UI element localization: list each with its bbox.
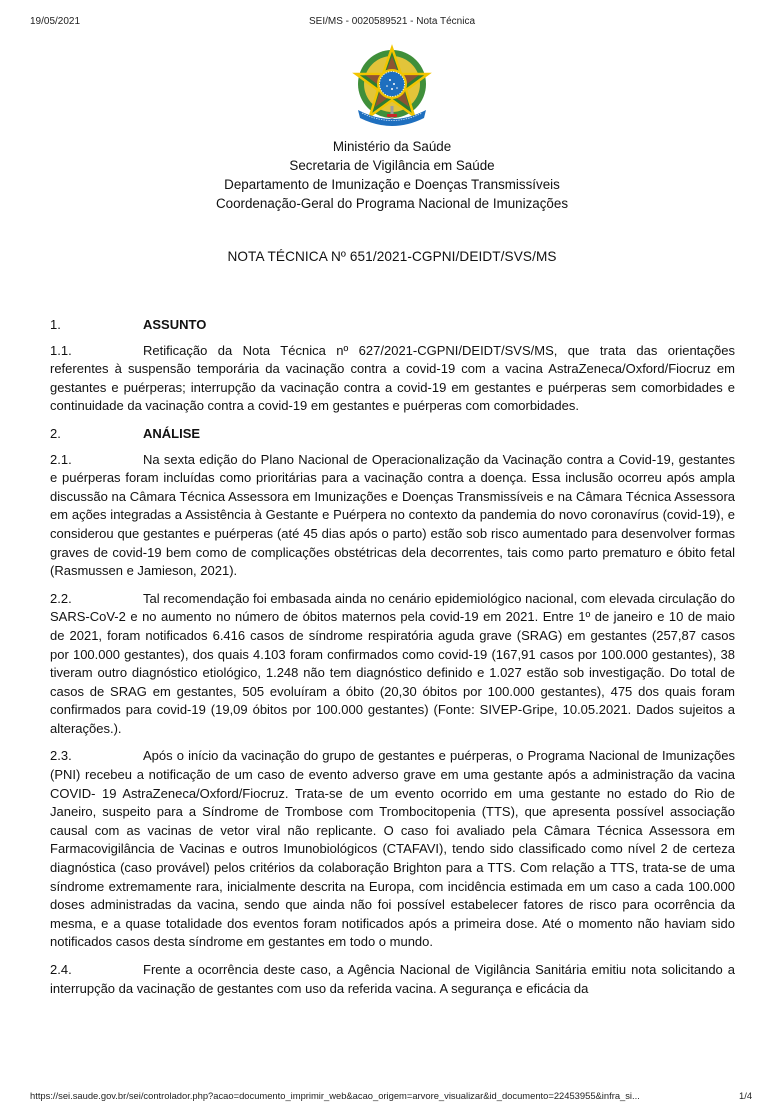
- ministry-name: Ministério da Saúde: [332, 139, 452, 154]
- paragraph-number: 2.1.: [50, 451, 72, 467]
- paragraph-number: 2.4.: [50, 962, 72, 977]
- document-title: NOTA TÉCNICA Nº 651/2021-CGPNI/DEIDT/SVS/MS: [227, 249, 557, 264]
- coordination-name: Coordenação-Geral do Programa Nacional de Imunizações: [215, 196, 569, 211]
- paragraph-2-4: [50, 961, 735, 998]
- print-footer: [0, 1090, 784, 1104]
- paragraph-1-1: [50, 342, 735, 416]
- paragraph-text: Na sexta edição do Plano Nacional de Operacionalização da Vacinação contra a Covid-19, gestantes e puérperas foram incluídas como prioritárias para a vacinação contra a doença. Essa inclusão ocorreu após ampla discussão na Câmara Técnica Assessora em Imunizações e Doenças Transmissíveis e na Câmara Técnica Assessora em ações integradas a Assistência à Gestante e Puérpera no contexto da pandemia do novo coronavírus (covid-19), e considerou que gestantes e puérperas (até 45 dias após o parto) estão sob risco aumentado para desenvolver formas graves de covid-19 bem como de complicações obstétricas dela decorrentes, tais como parto prematuro e óbito fetal (Rasmussen e Jamieson, 2021).: [50, 451, 735, 579]
- paragraph-2-2: [50, 590, 735, 739]
- paragraph-text: Retificação da Nota Técnica nº 627/2021-CGPNI/DEIDT/SVS/MS, que trata das orientações referentes à suspensão temporária da vacinação contra a covid-19 com a vacina AstraZeneca/Oxford/Fiocruz em gestantes e puérperas; interrupção da vacinação contra a covid-19 em gestantes e puérperas sem comorbidades e continuidade da vacinação contra a covid-19 em gestantes e puérperas com comorbidades.: [50, 342, 735, 414]
- department-name: Departamento de Imunização e Doenças Transmissíveis: [224, 177, 560, 192]
- paragraph-text: Após o início da vacinação do grupo de gestantes e puérperas, o Programa Nacional de Imunizações (PNI) recebeu a notificação de um caso de evento adverso grave em uma gestante após a administração da vacina COVID- 19 AstraZeneca/Oxford/Fiocruz. Trata-se de um evento ocorrido em uma gestante no estado do Rio de Janeiro, suspeito para a Síndrome de Trombose com Trombocitopenia (TTS), que apresenta possível associação causal com as vacinas de vetor viral não replicante. O caso foi avaliado pela Câmara Técnica Assessora em Farmacovigilância de Vacinas e outros Imunobiológicos (CTAFAVI), tendo sido classificado como nível 2 de certeza diagnóstica (caso provável) pelos critérios da colaboração Brighton para a TTS. Com relação a TTS, trata-se de uma síndrome extremamente rara, inicialmente descrita na Europa, com incidência estimada em um caso a cada 100.000 doses administradas da vacina, sendo que ainda não foi possível estabelecer fatores de risco para ocorrência da mesma, e a quase totalidade dos eventos foram notificados após a primeira dose. Até o momento não haviam sido notificados casos desta síndrome em gestantes em todo o mundo.: [50, 748, 735, 950]
- section-number: 1.: [50, 317, 61, 332]
- page-number: 1/4: [739, 1090, 753, 1101]
- section-title: ANÁLISE: [143, 425, 201, 441]
- paragraph-number: 2.2.: [50, 590, 72, 606]
- paragraph-2-1: [50, 451, 735, 581]
- brazil-coat-of-arms-icon: [352, 44, 432, 130]
- organization-header: [0, 137, 784, 213]
- document-url-link[interactable]: https://sei.saude.gov.br/sei/controlador.php?acao=documento_imprimir_web&acao_origem=arvore_visualizar&id_documento=22453955&infra_si...: [30, 1090, 640, 1101]
- paragraph-2-3: [50, 747, 735, 952]
- section-title: ASSUNTO: [143, 317, 207, 332]
- paragraph-text: Frente a ocorrência deste caso, a Agência Nacional de Vigilância Sanitária emitiu nota solicitando a interrupção da vacinação de gestantes com uso da referida vacina. A segurança e eficácia da: [50, 962, 735, 996]
- secretariat-name: Secretaria de Vigilância em Saúde: [289, 158, 495, 173]
- section-heading-assunto: [50, 316, 735, 335]
- print-title: SEI/MS - 0020589521 - Nota Técnica: [308, 16, 476, 27]
- print-date: 19/05/2021: [30, 16, 81, 27]
- section-number: 2.: [50, 425, 61, 441]
- paragraph-number: 2.3.: [50, 748, 72, 764]
- print-header: [0, 16, 784, 30]
- paragraph-number: 1.1.: [50, 342, 72, 358]
- section-heading-analise: [50, 425, 735, 444]
- document-body: [50, 316, 735, 1007]
- paragraph-text: Tal recomendação foi embasada ainda no cenário epidemiológico nacional, com elevada circulação do SARS-CoV-2 e no aumento no número de óbitos maternos pela covid-19 em 2021. Entre 1º de janeiro e 10 de maio de 2021, foram notificados 6.416 casos de síndrome respiratória aguda grave (SRAG) em gestantes (257,87 casos por 100.000 gestantes), dos quais 4.103 foram confirmados como covid-19 (167,91 casos por 100.000 gestantes), 38 tiveram outro diagnóstico etiológico, 1.248 não tem diagnóstico definido e 1.027 estão sob investigação. Do total de casos de SRAG em gestantes, 505 evoluíram a óbito (20,30 óbitos por 100.000 gestantes), 475 dos quais foram confirmados para covid-19 (19,09 óbitos por 100.000 gestantes) (Fonte: SIVEP-Gripe, 10.05.2021. Dados sujeitos a alterações.).: [50, 590, 735, 736]
